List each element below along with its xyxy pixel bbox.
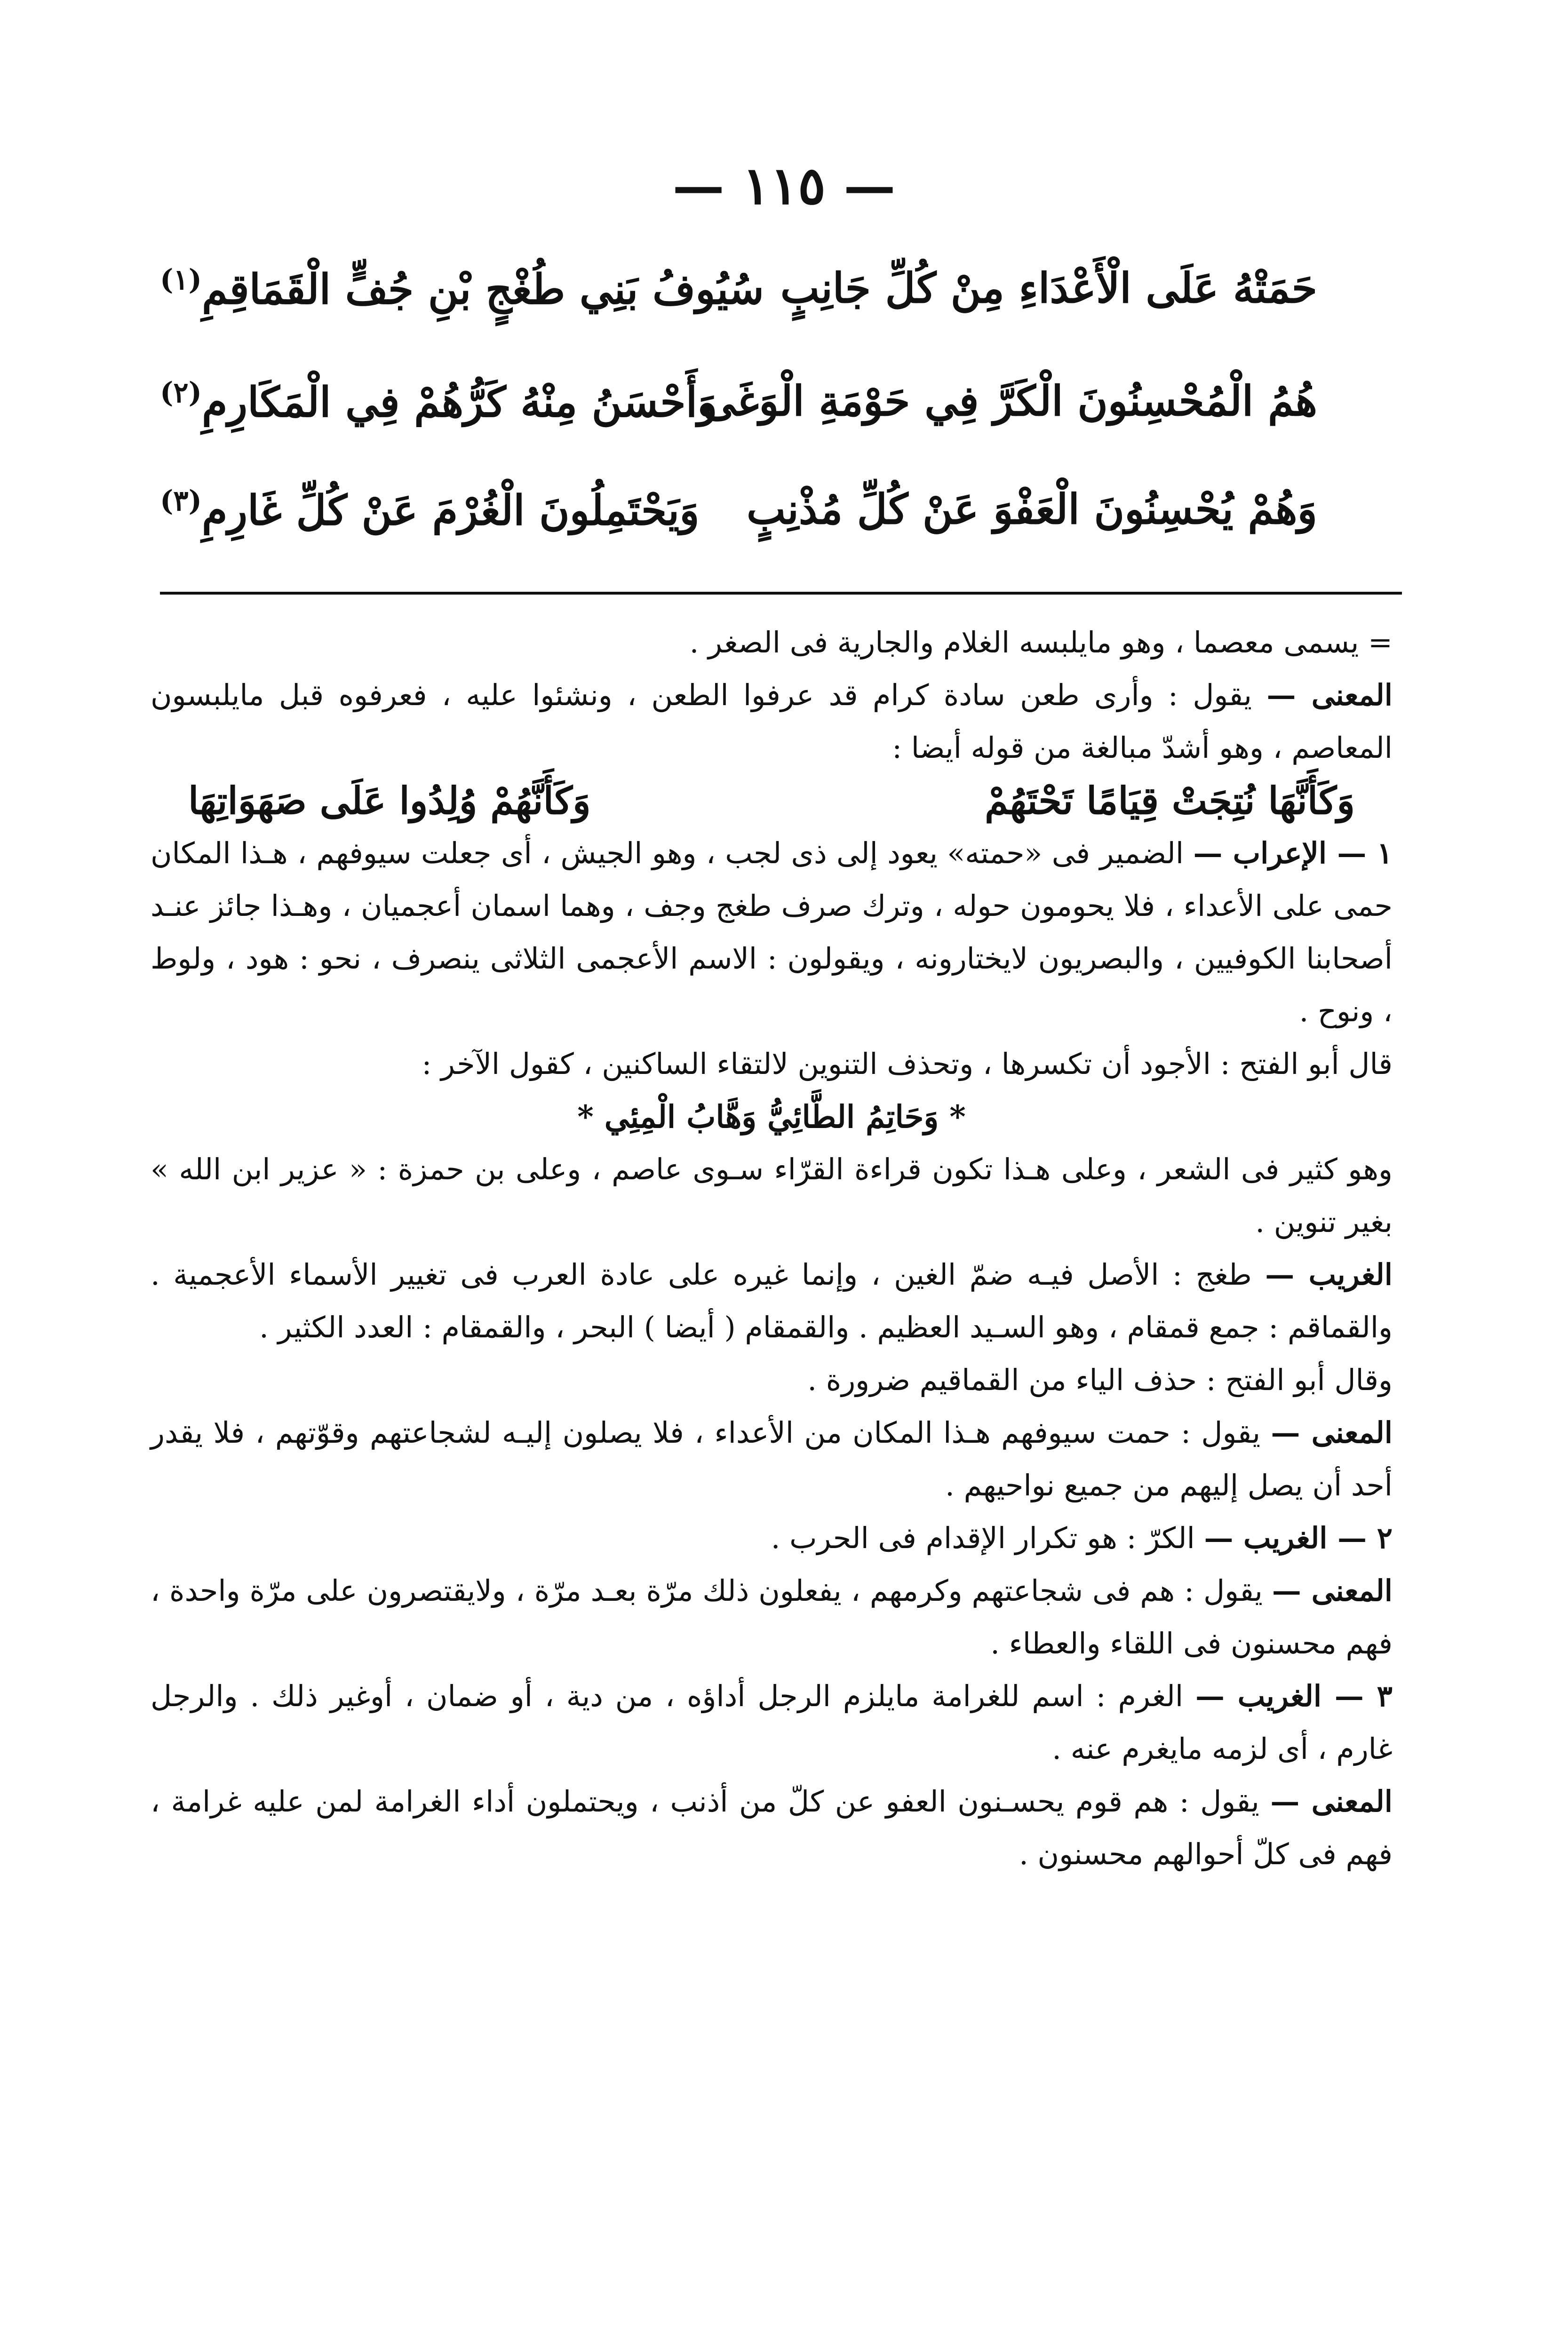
verse-line <box>160 376 1317 461</box>
commentary-paragraph: ٢ — الغريب — الكرّ : هو تكرار الإقدام فى الحرب . <box>771 1521 1393 1555</box>
commentary-paragraph: المعنى — يقول : هم قوم يحسـنون العفو عن كلّ من أذنب ، ويحتملون أداء الغرامة لمن عليه غرامة ، فهم فى كلّ أحوالهم محسنون . <box>151 1784 1393 1871</box>
commentary-paragraph: ٣ — الغريب — الغرم : اسم للغرامة مايلزم الرجل أداؤه ، من دية ، أو ضمان ، أوغير ذلك . والرجل غارم ، أى لزمه مايغرم عنه . <box>151 1679 1393 1766</box>
verse-second-hemistich: سُيُوفُ بَنِي طُغْجٍ بْنِ جُفٍّ الْقَمَاقِمِ$^{(١)}$ <box>160 263 764 314</box>
commentary-paragraph: ١ — الإعراب — الضمير فى «حمته» يعود إلى ذى لجب ، وهو الجيش ، أى جعلت سيوفهم ، هـذا المكان حمى على الأعداء ، فلا يحومون حوله ، وترك صرف طغج وجف ، وهما اسمان أعجميان ، وهـذا جائز عنـد أصحابنا الكوفيين ، والبصريون لايختارونه ، ويقولون : الاسم الأعجمى الثلاثى ينصرف ، نحو : هود ، ولوط ، ونوح . <box>151 836 1393 1028</box>
section-label: المعنى — <box>1270 1784 1393 1819</box>
section-label: المعنى — <box>1266 678 1393 712</box>
section-label: ٢ — الغريب — <box>1204 1521 1393 1555</box>
commentary-paragraph: المعنى — يقول : هم فى شجاعتهم وكرمهم ، يفعلون ذلك مرّة بعـد مرّة ، ولايقتصرون على مرّة واحدة ، فهم محسنون فى اللقاء والعطاء . <box>151 1573 1393 1661</box>
verse-line <box>160 263 1317 348</box>
quoted-verse-first: وَكَأَنَّهَا نُتِجَتْ قِيَامًا تَحْتَهُمْ <box>985 779 1355 823</box>
quoted-verse <box>151 774 1393 827</box>
section-label: ٣ — الغريب — <box>1195 1679 1393 1713</box>
section-label: المعنى — <box>1271 1415 1393 1450</box>
verse-second-hemistich: وَيَحْتَمِلُونَ الْغُرْمَ عَنْ كُلِّ غَارِمِ$^{(٣)}$ <box>160 485 700 535</box>
commentary-paragraph: الغريب — طغج : الأصل فيـه ضمّ الغين ، وإنما غيره على عادة العرب فى تغيير الأسماء الأعجمية . والقماقم : جمع قمقام ، وهو السـيد العظيم . والقمقام ( أيضا ) البحر ، والقمقام : العدد الكثير . <box>151 1257 1393 1344</box>
commentary-paragraph: قال أبو الفتح : الأجود أن تكسرها ، وتحذف التنوين لالتقاء الساكنين ، كقول الآخر : <box>422 1047 1393 1081</box>
commentary-paragraph: = يسمى معصما ، وهو مايلبسه الغلام والجارية فى الصغر . <box>689 625 1393 660</box>
section-label: المعنى — <box>1272 1573 1393 1608</box>
quoted-hemistich: * وَحَاتِمُ الطَّائِيُّ وَهَّابُ الْمِئِي * <box>577 1098 966 1135</box>
commentary-paragraph: وقال أبو الفتح : حذف الياء من القماقيم ضرورة . <box>807 1363 1393 1397</box>
verse-first-hemistich: حَمَتْهُ عَلَى الْأَعْدَاءِ مِنْ كُلِّ جَانِبٍ <box>780 263 1317 312</box>
verse-first-hemistich: وَهُمْ يُحْسِنُونَ الْعَفْوَ عَنْ كُلِّ مُذْنِبٍ <box>746 485 1317 533</box>
footnote-marker: (٣) <box>160 485 202 517</box>
commentary-paragraph: وهو كثير فى الشعر ، وعلى هـذا تكون قراءة القرّاء سـوى عاصم ، وعلى بن حمزة : « عزير ابن الله » بغير تنوين . <box>151 1152 1393 1239</box>
commentary <box>151 616 1393 1881</box>
verse-second-hemistich: وَأَحْسَنُ مِنْهُ كَرُّهُمْ فِي الْمَكَارِمِ$^{(٢)}$ <box>160 376 717 427</box>
commentary-paragraph: المعنى — يقول : وأرى طعن سادة كرام قد عرفوا الطعن ، ونشئوا عليه ، فعرفوه قبل مايلبسون المعاصم ، وهو أشدّ مبالغة من قوله أيضا : <box>151 678 1393 765</box>
footnote-marker: (١) <box>160 263 202 296</box>
section-label: الغريب — <box>1265 1257 1393 1292</box>
separator-rule <box>160 592 1402 595</box>
verse-line <box>160 485 1317 569</box>
quoted-verse-second: وَكَأَنَّهُمْ وُلِدُوا عَلَى صَهَوَاتِهَا <box>188 779 591 823</box>
page-number: — ١١٥ — <box>672 155 896 216</box>
commentary-paragraph: المعنى — يقول : حمت سيوفهم هـذا المكان من الأعداء ، فلا يصلون إليـه لشجاعتهم وقوّتهم ، فلا يقدر أحد أن يصل إليهم من جميع نواحيهم . <box>151 1415 1393 1502</box>
footnote-marker: (٢) <box>160 376 202 409</box>
verse-first-hemistich: هُمُ الْمُحْسِنُونَ الْكَرَّ فِي حَوْمَةِ الْوَغَى <box>702 376 1317 425</box>
section-label: ١ — الإعراب — <box>1193 836 1393 870</box>
